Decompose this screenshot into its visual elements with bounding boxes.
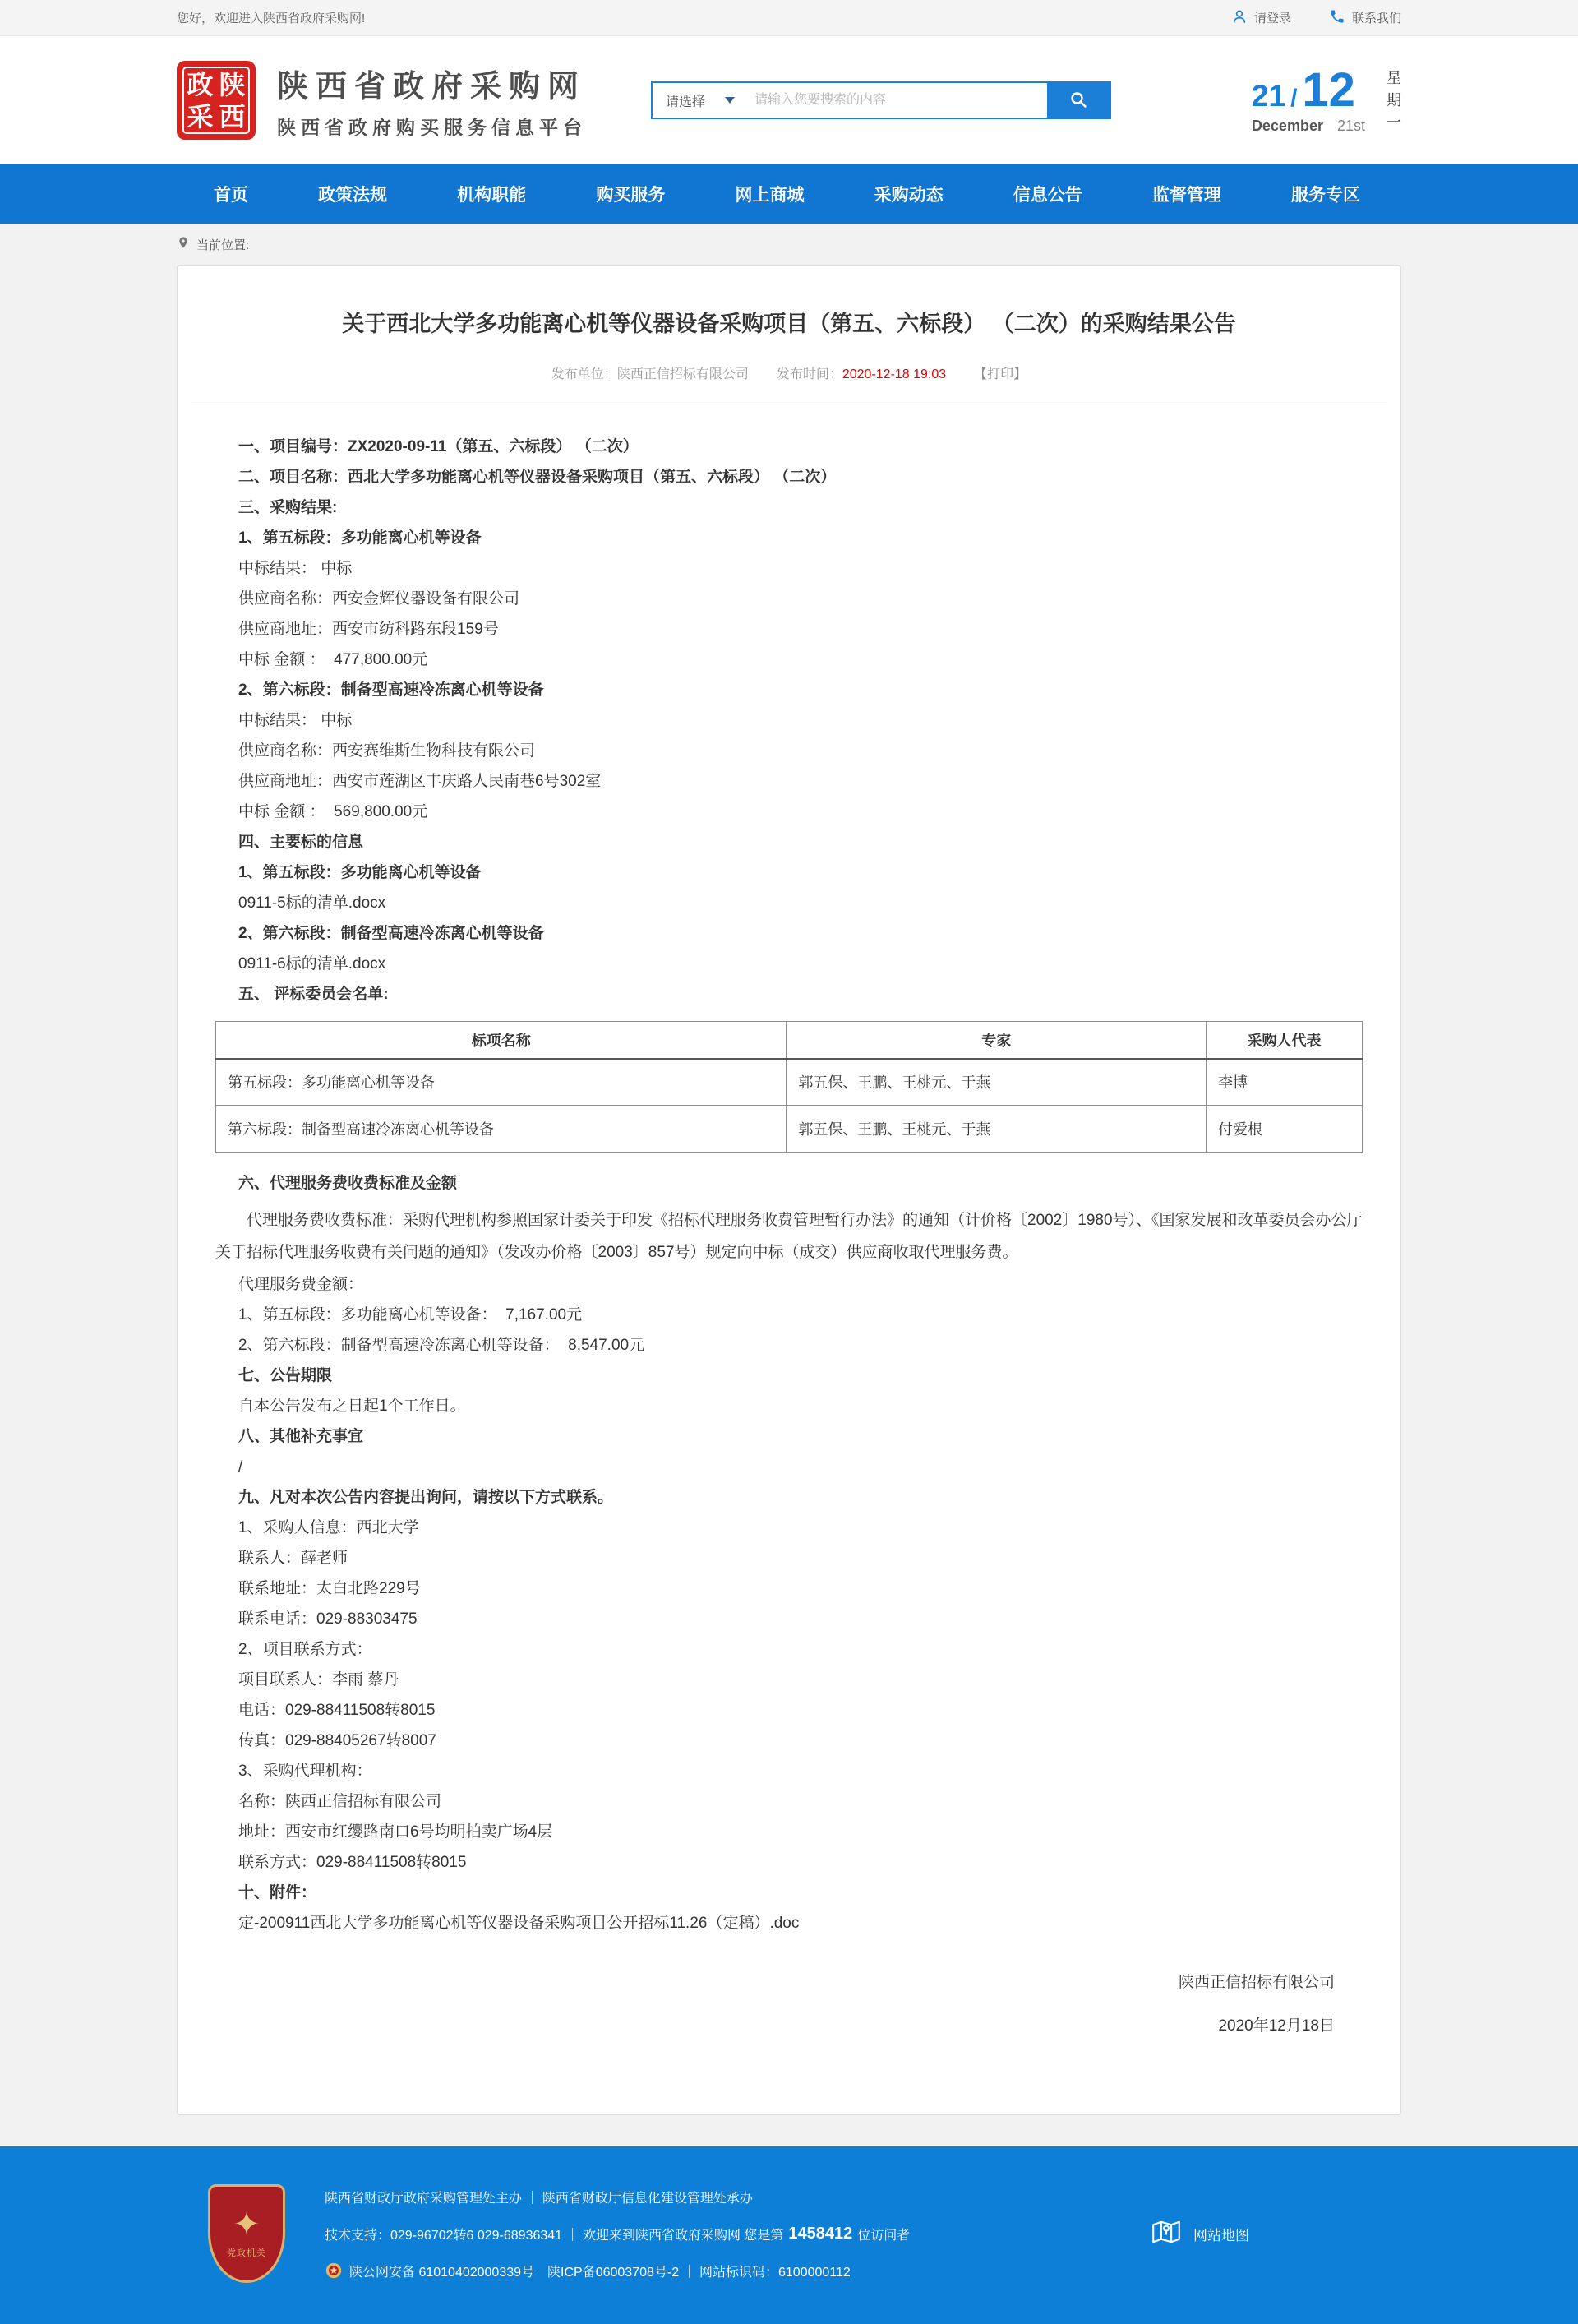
body-text: 地址：西安市红缨路南口6号均明拍卖广场4层: [238, 1823, 553, 1841]
section-heading: 七、公告期限: [238, 1367, 333, 1385]
table-cell: 第五标段：多功能离心机等设备: [216, 1059, 787, 1106]
body-text: 2、项目联系方式：: [238, 1641, 372, 1659]
body-text: 联系地址：太白北路229号: [238, 1580, 421, 1598]
nav-item-网上商城[interactable]: 网上商城: [735, 186, 805, 205]
nav-item-采购动态[interactable]: 采购动态: [874, 186, 944, 205]
footer-organizer-line: 陕西省财政厅政府采购管理处主办 ｜ 陕西省财政厅信息化建设管理处承办: [325, 2191, 753, 2206]
logo-char: 政: [187, 69, 214, 99]
weekday-char: 一: [1387, 113, 1401, 131]
section-heading: 五、 评标委员会名单:: [238, 986, 389, 1004]
phone-icon: [1329, 8, 1345, 28]
table-cell: 李博: [1207, 1059, 1363, 1106]
date-weekday: [1387, 67, 1401, 134]
body-text: 联系电话：029-88303475: [238, 1610, 418, 1629]
body-text: 名称：陕西正信招标有限公司: [238, 1793, 442, 1811]
table-cell: 郭五保、王鹏、王桃元、于燕: [787, 1106, 1207, 1153]
weekday-char: 期: [1387, 91, 1401, 109]
body-text: 中标结果： 中标: [238, 712, 353, 730]
top-bar: [0, 0, 1578, 36]
publisher-name: 陕西正信招标有限公司: [616, 367, 749, 382]
table-header-cell: 标项名称: [216, 1022, 787, 1059]
publisher-label: 发布单位：: [551, 367, 617, 382]
date-day: 21: [1251, 78, 1286, 113]
section-heading: 2、第六标段：制备型高速冷冻离心机等设备: [238, 925, 544, 943]
table-row: [216, 1106, 1363, 1153]
section-heading: 1、第五标段：多功能离心机等设备: [238, 529, 482, 548]
site-title: 陕西省政府采购网: [277, 70, 587, 104]
footer-filing-text[interactable]: 陕公网安备 61010402000339号 陕ICP备06003708号-2 ｜ 网站标识码：6100000112: [349, 2265, 851, 2280]
site-logo[interactable]: [177, 61, 256, 140]
section-heading: 十、附件：: [238, 1884, 317, 1902]
nav-item-购买服务[interactable]: 购买服务: [596, 186, 666, 205]
committee-table-body: [216, 1059, 1363, 1153]
body-text: 3、采购代理机构：: [238, 1763, 372, 1781]
footer-filing-line: [325, 2262, 910, 2280]
announcement-article: [177, 265, 1401, 2115]
publish-time-label: 发布时间：: [776, 367, 842, 382]
search-select-label: 请选择: [666, 95, 706, 109]
footer-support-line: [325, 2225, 910, 2243]
visitor-count: 1458412: [788, 2224, 853, 2243]
government-emblem: [208, 2184, 285, 2283]
nav-item-监督管理[interactable]: 监督管理: [1151, 186, 1221, 205]
signature-block: [215, 1970, 1363, 2035]
body-text: 供应商地址：西安市纺科路东段159号: [238, 621, 499, 639]
section-heading: 二、项目名称：西北大学多功能离心机等仪器设备采购项目（第五、六标段） （二次）: [238, 469, 837, 487]
section-heading: 四、主要标的信息: [238, 834, 364, 852]
police-badge-icon: [325, 2262, 343, 2280]
body-text: 电话：029-88411508转8015: [238, 1702, 436, 1720]
section-heading: 一、项目编号：ZX2020-09-11（第五、六标段） （二次）: [238, 438, 639, 456]
body-text: 联系人：薛老师: [238, 1550, 348, 1568]
body-text: 传真：029-88405267转8007: [238, 1732, 436, 1750]
attachment-link[interactable]: 定-200911西北大学多功能离心机等仪器设备采购项目公开招标11.26（定稿）.doc: [238, 1915, 800, 1933]
section-heading: 1、第五标段：多功能离心机等设备: [238, 864, 482, 882]
body-text: 1、采购人信息：西北大学: [238, 1519, 419, 1537]
table-header-cell: 专家: [787, 1022, 1207, 1059]
body-top: [215, 437, 1363, 1005]
section-heading: 九、凡对本次公告内容提出询问，请按以下方式联系。: [238, 1489, 614, 1507]
table-cell: 郭五保、王鹏、王桃元、于燕: [787, 1059, 1207, 1106]
login-link[interactable]: [1231, 8, 1291, 28]
search-icon: [1068, 90, 1088, 112]
logo-seal: [182, 67, 250, 134]
logo-char: 陕: [219, 69, 246, 99]
nav-item-政策法规[interactable]: 政策法规: [318, 186, 388, 205]
committee-table: [215, 1021, 1363, 1153]
search-box: [651, 81, 1111, 119]
article-meta: [178, 363, 1400, 382]
attachment-link[interactable]: 0911-6标的清单.docx: [238, 955, 386, 973]
table-cell: 付爱根: [1207, 1106, 1363, 1153]
body-text: 中标结果： 中标: [238, 560, 353, 578]
date-ordinal: 21st: [1336, 117, 1365, 134]
attachment-link[interactable]: 0911-5标的清单.docx: [238, 894, 386, 913]
contact-link[interactable]: [1329, 8, 1401, 28]
section-heading: 2、第六标段：制备型高速冷冻离心机等设备: [238, 681, 544, 700]
breadcrumb-label: 当前位置:: [196, 238, 250, 252]
body-text: 供应商名称：西安金辉仪器设备有限公司: [238, 590, 520, 608]
section-heading: 八、其他补充事宜: [238, 1428, 364, 1446]
table-row: [216, 1059, 1363, 1106]
search-input[interactable]: [753, 83, 1047, 118]
date-month-name: December: [1251, 117, 1323, 134]
body-text: 代理服务费金额：: [238, 1276, 364, 1294]
main-nav: [0, 164, 1578, 224]
nav-menu: [185, 164, 1393, 224]
user-icon: [1231, 8, 1248, 28]
sitemap-link[interactable]: [1149, 2215, 1249, 2253]
publish-time: 2020-12-18 19:03: [842, 367, 947, 382]
date-month: 12: [1302, 62, 1355, 117]
body-text: 供应商名称：西安赛维斯生物科技有限公司: [238, 742, 536, 760]
table-cell: 第六标段：制备型高速冷冻离心机等设备: [216, 1106, 787, 1153]
breadcrumb: [177, 224, 1401, 265]
location-pin-icon: [177, 236, 190, 252]
date-widget: [1251, 62, 1401, 135]
footer-visitor-suffix: 位访问者: [857, 2228, 911, 2243]
footer-support-text: 技术支持：029-96702转6 029-68936341 ｜ 欢迎来到陕西省政府采购网 您是第: [325, 2228, 784, 2243]
weekday-char: 星: [1387, 69, 1401, 86]
site-header: [0, 36, 1578, 164]
body-text: 项目联系人：李雨 蔡丹: [238, 1671, 399, 1689]
signature-company: 陕西正信招标有限公司: [1178, 1974, 1335, 1992]
body-text: 1、第五标段：多功能离心机等设备： 7,167.00元: [238, 1306, 583, 1324]
committee-table-head-row: [216, 1022, 1363, 1059]
site-subtitle: 陕西省政府购买服务信息平台: [277, 117, 587, 138]
search-category-select[interactable]: [653, 83, 753, 118]
nav-item-机构职能[interactable]: 机构职能: [457, 186, 527, 205]
table-header-cell: 采购人代表: [1207, 1022, 1363, 1059]
body-bottom: [215, 1174, 1363, 1934]
site-footer: [0, 2146, 1578, 2324]
nav-item-服务专区[interactable]: 服务专区: [1291, 186, 1360, 205]
search-button[interactable]: [1047, 83, 1110, 118]
body-text: 供应商地址：西安市莲湖区丰庆路人民南巷6号302室: [238, 773, 602, 791]
login-label: 请登录: [1253, 12, 1291, 25]
body-text: 中标 金额 ： 477,800.00元: [238, 651, 428, 669]
section-heading: 三、采购结果:: [238, 499, 338, 517]
print-button[interactable]: 【打印】: [974, 367, 1027, 382]
date-slash: /: [1290, 84, 1298, 112]
body-text: 中标 金额 ： 569,800.00元: [238, 803, 428, 821]
sitemap-label: 网站地图: [1193, 2227, 1249, 2243]
body-text: 代理服务费收费标准：采购代理机构参照国家计委关于印发《招标代理服务收费管理暂行办法》的通知（计价格〔2002〕1980号）、《国家发展和改革委员会办公厅关于招标代理服务收费有关问题的通知》（发改办价格〔2003〕857号）规定向中标（成交）供应商收取代理服务费。: [215, 1212, 1363, 1262]
nav-item-信息公告[interactable]: 信息公告: [1013, 186, 1082, 205]
map-icon: [1149, 2215, 1184, 2253]
nav-item-首页[interactable]: 首页: [214, 186, 248, 205]
emblem-label: 党政机关: [227, 2248, 266, 2259]
welcome-text: 您好，欢迎进入陕西省政府采购网!: [177, 12, 366, 25]
logo-char: 西: [219, 101, 246, 132]
body-text: 2、第六标段：制备型高速冷冻离心机等设备： 8,547.00元: [238, 1337, 645, 1355]
body-text: 自本公告发布之日起1个工作日。: [238, 1398, 466, 1416]
chevron-down-icon: [725, 97, 735, 104]
body-text: 联系方式：029-88411508转8015: [238, 1854, 467, 1872]
logo-char: 采: [187, 101, 214, 132]
emblem-icon: ✦: [233, 2206, 261, 2243]
contact-label: 联系我们: [1351, 12, 1401, 25]
section-heading: 六、代理服务费收费标准及金额: [238, 1175, 458, 1193]
body-text: /: [238, 1458, 243, 1476]
signature-date: 2020年12月18日: [1218, 2017, 1335, 2035]
page-title: 关于西北大学多功能离心机等仪器设备采购项目（第五、六标段） （二次）的采购结果公告: [342, 312, 1236, 336]
